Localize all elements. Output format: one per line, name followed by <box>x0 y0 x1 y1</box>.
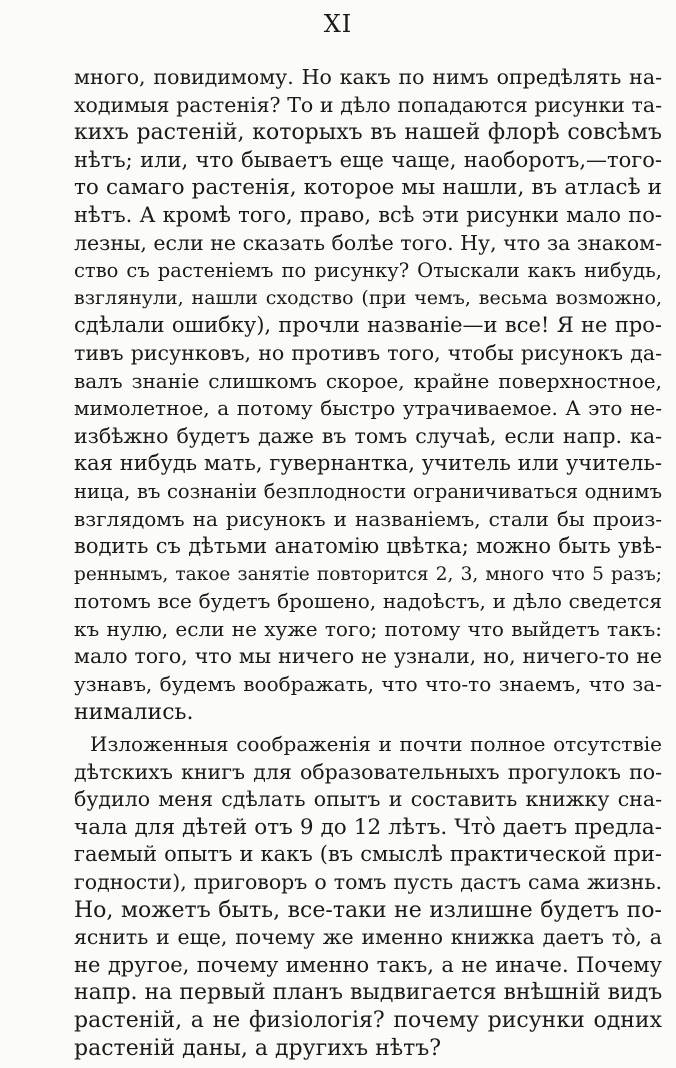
text-line: избѣжно будетъ даже въ томъ случаѣ, если напр. ка- <box>74 423 662 448</box>
text-line: гаемый опытъ и какъ (въ смыслѣ практической при- <box>74 842 662 867</box>
text-line: нѣтъ; или, что бываетъ еще чаще, наоборотъ,—того- <box>74 147 662 172</box>
text-line: Но, можетъ быть, все-таки не излишне будетъ по- <box>74 897 662 923</box>
text-line: узнавъ, будемъ воображать, что что-то знаемъ, что за- <box>74 672 662 697</box>
text-line: тивъ рисунковъ, но противъ того, чтобы рисунокъ да- <box>74 340 662 365</box>
text-line: кая нибудь мать, гувернантка, учитель или учитель- <box>74 451 662 476</box>
text-line: кихъ растеній, которыхъ въ нашей флорѣ совсѣмъ <box>74 120 662 146</box>
text-line: дѣтскихъ книгъ для образовательныхъ прогулокъ по- <box>74 759 662 784</box>
text-line: взглянули, нашли сходство (при чемъ, весьма возможно, <box>74 286 662 309</box>
text-line: яснить и еще, почему же именно книжка даетъ то̀, а <box>74 925 662 950</box>
text-line: то самаго растенія, которое мы нашли, въ атласѣ и <box>74 175 662 201</box>
text-line: мимолетное, а потому быстро утрачиваемое. А это не- <box>74 396 662 421</box>
text-line: сдѣлали ошибку), прочли названіе—и все! Я не про- <box>74 313 662 338</box>
text-line: растеній даны, а другихъ нѣтъ? <box>74 1035 442 1061</box>
paragraph-2 <box>74 731 662 1062</box>
text-line: годности), приговоръ о томъ пусть дастъ сама жизнь. <box>74 869 662 894</box>
text-line: къ нулю, если не хуже того; потому что выйдетъ такъ: <box>74 616 662 641</box>
paragraph-1 <box>74 64 662 726</box>
text-line: растеній, а не физіологія? почему рисунки одних <box>74 1007 662 1033</box>
text-line: реннымъ, такое занятіе повторится 2, 3, много что 5 разъ; <box>74 563 662 585</box>
text-line: Изложенныя соображенія и почти полное отсутствіе <box>90 732 662 756</box>
text-line: ходимыя растенія? То и дѣло попадаются рисунки та- <box>74 92 662 117</box>
text-line: взглядомъ на рисунокъ и названіемъ, стали бы произ- <box>74 506 662 531</box>
text-line: лезны, если не сказать болѣе того. Ну, что за знаком- <box>74 230 662 255</box>
text-line: валъ знаніе слишкомъ скорое, крайне поверхностное, <box>74 368 662 393</box>
text-line: не другое, почему именно такъ, а не иначе. Почему <box>74 952 662 977</box>
text-line: напр. на первый планъ выдвигается внѣшній видъ <box>74 980 663 1006</box>
text-line: потомъ все будетъ брошено, надоѣстъ, и дѣло сведется <box>74 589 662 614</box>
text-line: нѣтъ. А кромѣ того, право, всѣ эти рисунки мало по- <box>74 202 662 227</box>
text-line: водить съ дѣтьми анатомію цвѣтка; можно быть увѣ- <box>74 534 662 559</box>
text-line: чала для дѣтей отъ 9 до 12 лѣтъ. Что̀ даетъ предла- <box>74 814 662 840</box>
text-line: мало того, что мы ничего не узнали, но, ничего-то не <box>74 644 662 669</box>
text-line: много, повидимому. Но какъ по нимъ опредѣлять на- <box>74 65 662 89</box>
text-line: будило меня сдѣлать опытъ и составить книжку сна- <box>74 787 662 812</box>
page-number: XI <box>323 10 353 38</box>
text-line: нимались. <box>74 699 194 725</box>
text-line: ство съ растеніемъ по рисунку? Отыскали какъ нибудь, <box>74 259 662 283</box>
text-line: ница, въ сознаніи безплодности ограничиваться однимъ <box>74 479 662 503</box>
